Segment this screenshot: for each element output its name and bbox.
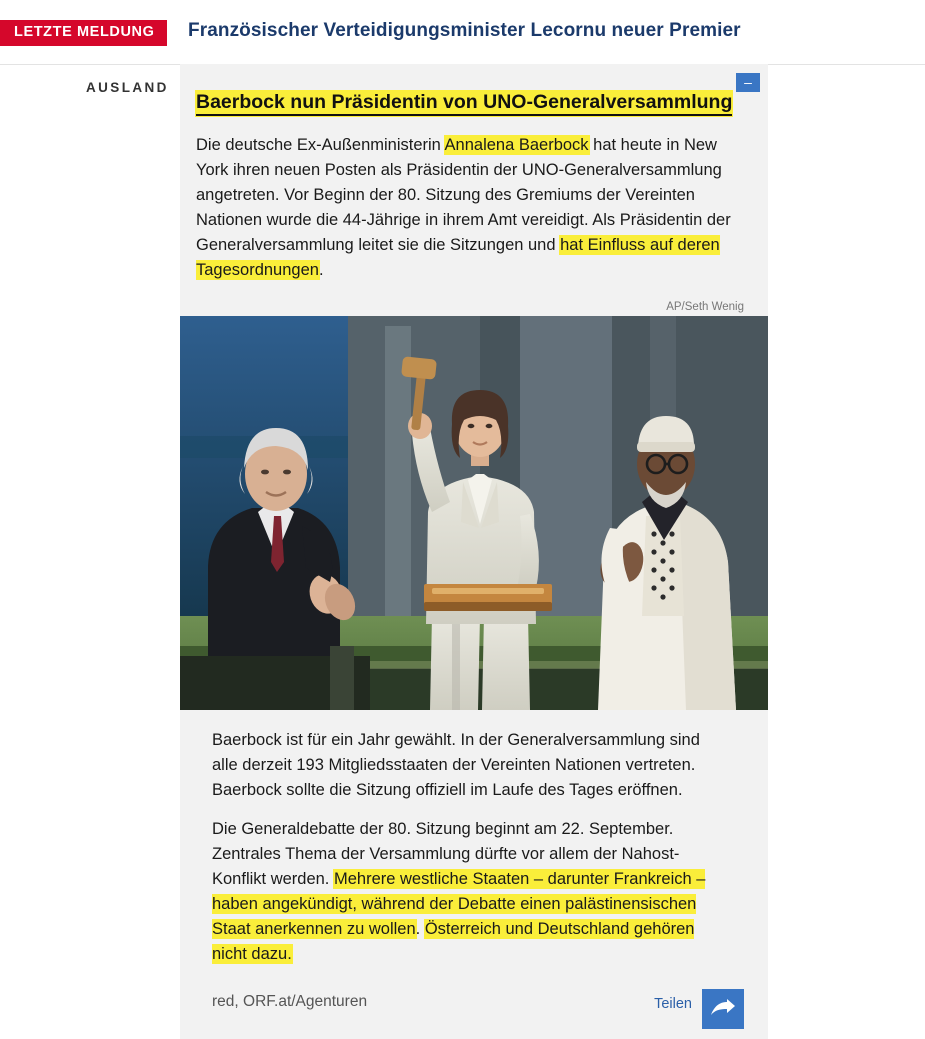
para3-highlight-2: Österreich und Deutschland gehören nicht dazu. — [212, 920, 695, 964]
share-group[interactable] — [654, 989, 744, 1029]
section-kicker: AUSLAND — [86, 80, 169, 95]
article-footer — [196, 981, 744, 1029]
lead-text-3: . — [318, 261, 324, 280]
article-paragraph-2: Baerbock ist für ein Jahr gewählt. In der Generalversammlung sind alle derzeit 193 Mitgliedsstaaten der Vereinten Nationen vertreten. Baerbock sollte die Sitzung offiziell im Laufe des Tages eröffnen. — [212, 731, 700, 800]
page-title — [196, 90, 744, 115]
lead-highlight-1: Annalena Baerbock — [444, 136, 589, 155]
breaking-news-bar — [0, 0, 925, 65]
article-paragraph-3 — [212, 817, 720, 967]
lead-text-2: hat heute in New York ihren neuen Posten als Präsidentin der UNO-Generalversammlung angetreten. Vor Beginn der 80. Sitzung des Gremiums der Vereinten Nationen wurde die 44-Jährige in ihrem Amt vereidigt. Als Präsidentin der Generalversammlung leitet sie die Sitzungen und — [196, 136, 731, 255]
share-label: Teilen — [654, 996, 692, 1013]
photo-illustration — [180, 316, 768, 710]
article-photo — [180, 316, 768, 710]
lead-text-1: Die deutsche Ex-Außenministerin — [196, 136, 445, 155]
article-card — [180, 64, 768, 1039]
image-credit: AP/Seth Wenig — [666, 301, 744, 314]
article-title-text: Baerbock nun Präsidentin von UNO-Generalversammlung — [196, 91, 732, 116]
byline: red, ORF.at/Agenturen — [212, 993, 368, 1011]
share-arrow-icon — [710, 999, 736, 1019]
lead-highlight-2: hat Einfluss auf deren Tagesordnungen — [196, 236, 720, 280]
breaking-news-badge: LETZTE MELDUNG — [0, 20, 167, 46]
article-lead-paragraph — [196, 133, 744, 283]
para3-highlight-1: Mehrere westliche Staaten – darunter Frankreich – haben angekündigt, während der Debatte einen palästinensischen Staat anerkennen zu wollen — [212, 870, 706, 939]
para3-text-1: Die Generaldebatte der 80. Sitzung beginnt am 22. September. Zentrales Thema der Versammlung dürfte vor allem der Nahost-Konflikt werden. — [212, 820, 680, 889]
para3-text-2: . — [415, 920, 425, 939]
collapse-button[interactable]: – — [736, 73, 760, 92]
breaking-news-headline-link[interactable]: Französischer Verteidigungsminister Lecornu neuer Premier — [188, 20, 741, 41]
share-button[interactable] — [702, 989, 744, 1029]
